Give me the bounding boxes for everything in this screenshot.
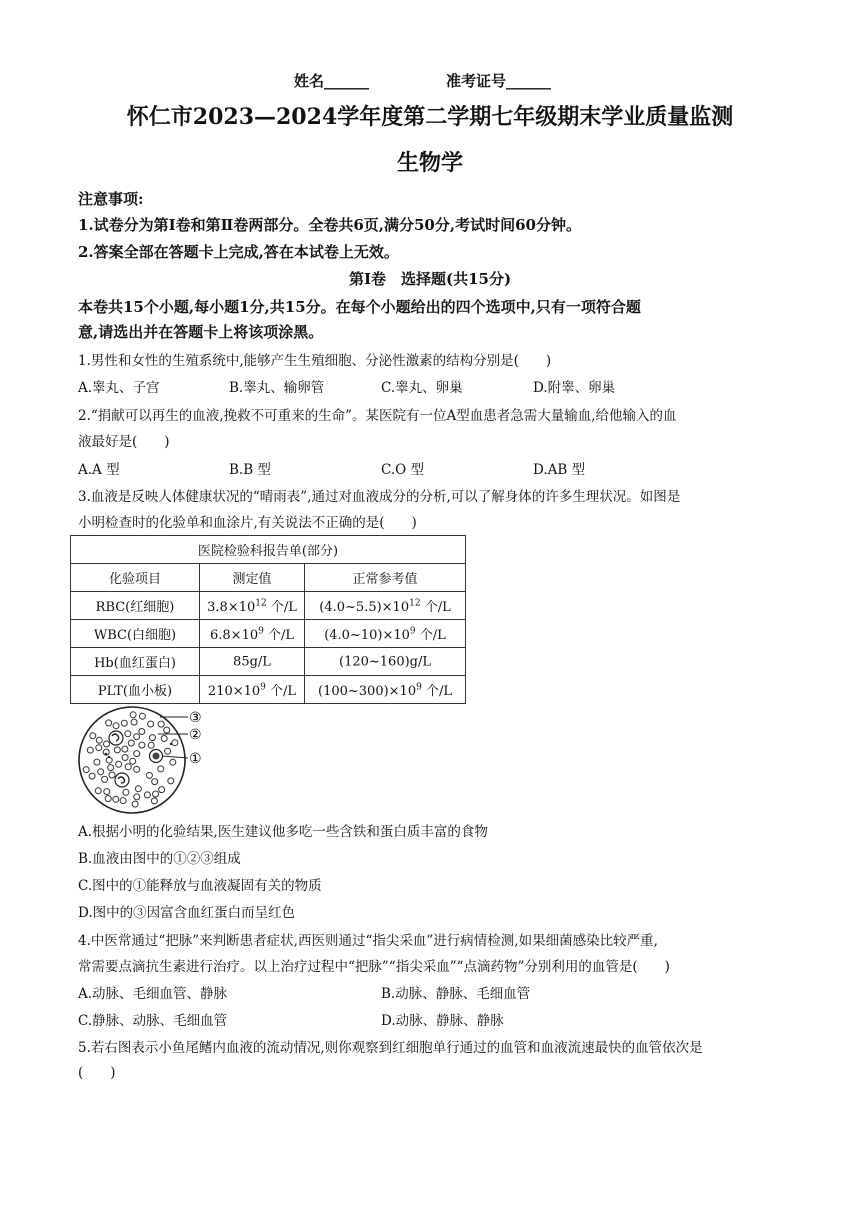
exam-title: 怀仁市2023—2024学年度第二学期七年级期末学业质量监测 bbox=[126, 104, 734, 130]
table-row bbox=[71, 620, 466, 648]
q3-option-d: D.图中的③因富含血红蛋白而呈红色 bbox=[78, 905, 296, 921]
subject-title: 生物学 bbox=[396, 150, 463, 176]
section-1-instructions-line-1: 本卷共15个小题,每小题1分,共15分。在每个小题给出的四个选项中,只有一项符合题 bbox=[78, 298, 641, 316]
notice-item-2: 2.答案全部在答题卡上完成,答在本试卷上无效。 bbox=[78, 243, 399, 261]
figure-label-1: ① bbox=[189, 751, 202, 767]
table-cell-value: 85g/L bbox=[200, 648, 305, 676]
table-cell-item: Hb(血红蛋白) bbox=[71, 648, 200, 676]
table-cell-reference: (120~160)g/L bbox=[305, 648, 466, 676]
q1-option-b: B.睾丸、输卵管 bbox=[229, 380, 325, 396]
section-1-title: 第Ⅰ卷 选择题(共15分) bbox=[348, 270, 512, 288]
q2-option-d: D.AB 型 bbox=[533, 462, 586, 478]
notice-item-1: 1.试卷分为第Ⅰ卷和第Ⅱ卷两部分。全卷共6页,满分50分,考试时间60分钟。 bbox=[78, 216, 581, 234]
table-cell-item: PLT(血小板) bbox=[71, 676, 200, 704]
q1-option-c: C.睾丸、卵巢 bbox=[381, 380, 463, 396]
q4-option-a: A.动脉、毛细血管、静脉 bbox=[78, 986, 228, 1002]
q1-option-d: D.附睾、卵巢 bbox=[533, 380, 616, 396]
q4-option-d: D.动脉、静脉、静脉 bbox=[381, 1013, 504, 1029]
table-cell-item: WBC(白细胞) bbox=[71, 620, 200, 648]
q2-stem-line-2: 液最好是( ) bbox=[78, 434, 170, 450]
table-cell-item: RBC(红细胞) bbox=[71, 592, 200, 620]
q4-stem-line-1: 4.中医常通过“把脉”来判断患者症状,西医则通过“指尖采血”进行病情检测,如果细菌感染比较严重, bbox=[78, 933, 658, 949]
table-header-value: 测定值 bbox=[200, 564, 305, 592]
notice-heading: 注意事项: bbox=[78, 190, 144, 208]
q4-option-c: C.静脉、动脉、毛细血管 bbox=[78, 1013, 228, 1029]
q3-stem-line-2: 小明检查时的化验单和血涂片,有关说法不正确的是( ) bbox=[78, 515, 417, 531]
table-row bbox=[71, 592, 466, 620]
q3-option-b: B.血液由图中的①②③组成 bbox=[78, 851, 241, 867]
blood-smear-figure bbox=[76, 704, 226, 822]
q3-option-a: A.根据小明的化验结果,医生建议他多吃一些含铁和蛋白质丰富的食物 bbox=[78, 824, 488, 840]
table-cell-value: $210\times 10^9$ 个/L bbox=[200, 676, 305, 704]
exam-id-field-label: 准考证号______ bbox=[446, 72, 552, 90]
q5-stem-line-2: ( ) bbox=[78, 1065, 116, 1081]
lab-report-title: 医院检验科报告单(部分) bbox=[71, 536, 466, 564]
figure-label-3: ③ bbox=[189, 710, 202, 726]
table-cell-value: $6.8\times 10^9$ 个/L bbox=[200, 620, 305, 648]
q2-option-b: B.B 型 bbox=[229, 462, 271, 478]
table-cell-reference: $(100\sim 300)\times 10^9$ 个/L bbox=[305, 676, 466, 704]
q2-option-a: A.A 型 bbox=[78, 462, 120, 478]
name-field-label: 姓名______ bbox=[294, 72, 370, 90]
table-row bbox=[71, 648, 466, 676]
q5-stem-line-1: 5.若右图表示小鱼尾鳍内血液的流动情况,则你观察到红细胞单行通过的血管和血液流速最快的血管依次是 bbox=[78, 1040, 703, 1056]
q1-option-a: A.睾丸、子宫 bbox=[78, 380, 160, 396]
q4-option-b: B.动脉、静脉、毛细血管 bbox=[381, 986, 531, 1002]
lab-report-table bbox=[70, 535, 466, 704]
table-cell-value: $3.8\times 10^{12}$ 个/L bbox=[200, 592, 305, 620]
section-1-instructions-line-2: 意,请选出并在答题卡上将该项涂黑。 bbox=[78, 323, 324, 341]
q3-option-c: C.图中的①能释放与血液凝固有关的物质 bbox=[78, 878, 322, 894]
q1-stem: 1.男性和女性的生殖系统中,能够产生生殖细胞、分泌性激素的结构分别是( ) bbox=[78, 353, 552, 369]
q4-stem-line-2: 常需要点滴抗生素进行治疗。以上治疗过程中“把脉”“指尖采血”“点滴药物”分别利用的血管是( ) bbox=[78, 959, 670, 975]
q2-stem-line-1: 2.“捐献可以再生的血液,挽救不可重来的生命”。某医院有一位A型血患者急需大量输血,给他输入的血 bbox=[78, 408, 677, 424]
table-header-reference: 正常参考值 bbox=[305, 564, 466, 592]
table-cell-reference: $(4.0\sim 10)\times 10^9$ 个/L bbox=[305, 620, 466, 648]
table-cell-reference: $(4.0\sim 5.5)\times 10^{12}$ 个/L bbox=[305, 592, 466, 620]
q3-stem-line-1: 3.血液是反映人体健康状况的“晴雨表”,通过对血液成分的分析,可以了解身体的许多生理状况。如图是 bbox=[78, 489, 681, 505]
table-header-item: 化验项目 bbox=[71, 564, 200, 592]
q2-option-c: C.O 型 bbox=[381, 462, 424, 478]
table-row bbox=[71, 676, 466, 704]
figure-label-2: ② bbox=[189, 727, 202, 743]
